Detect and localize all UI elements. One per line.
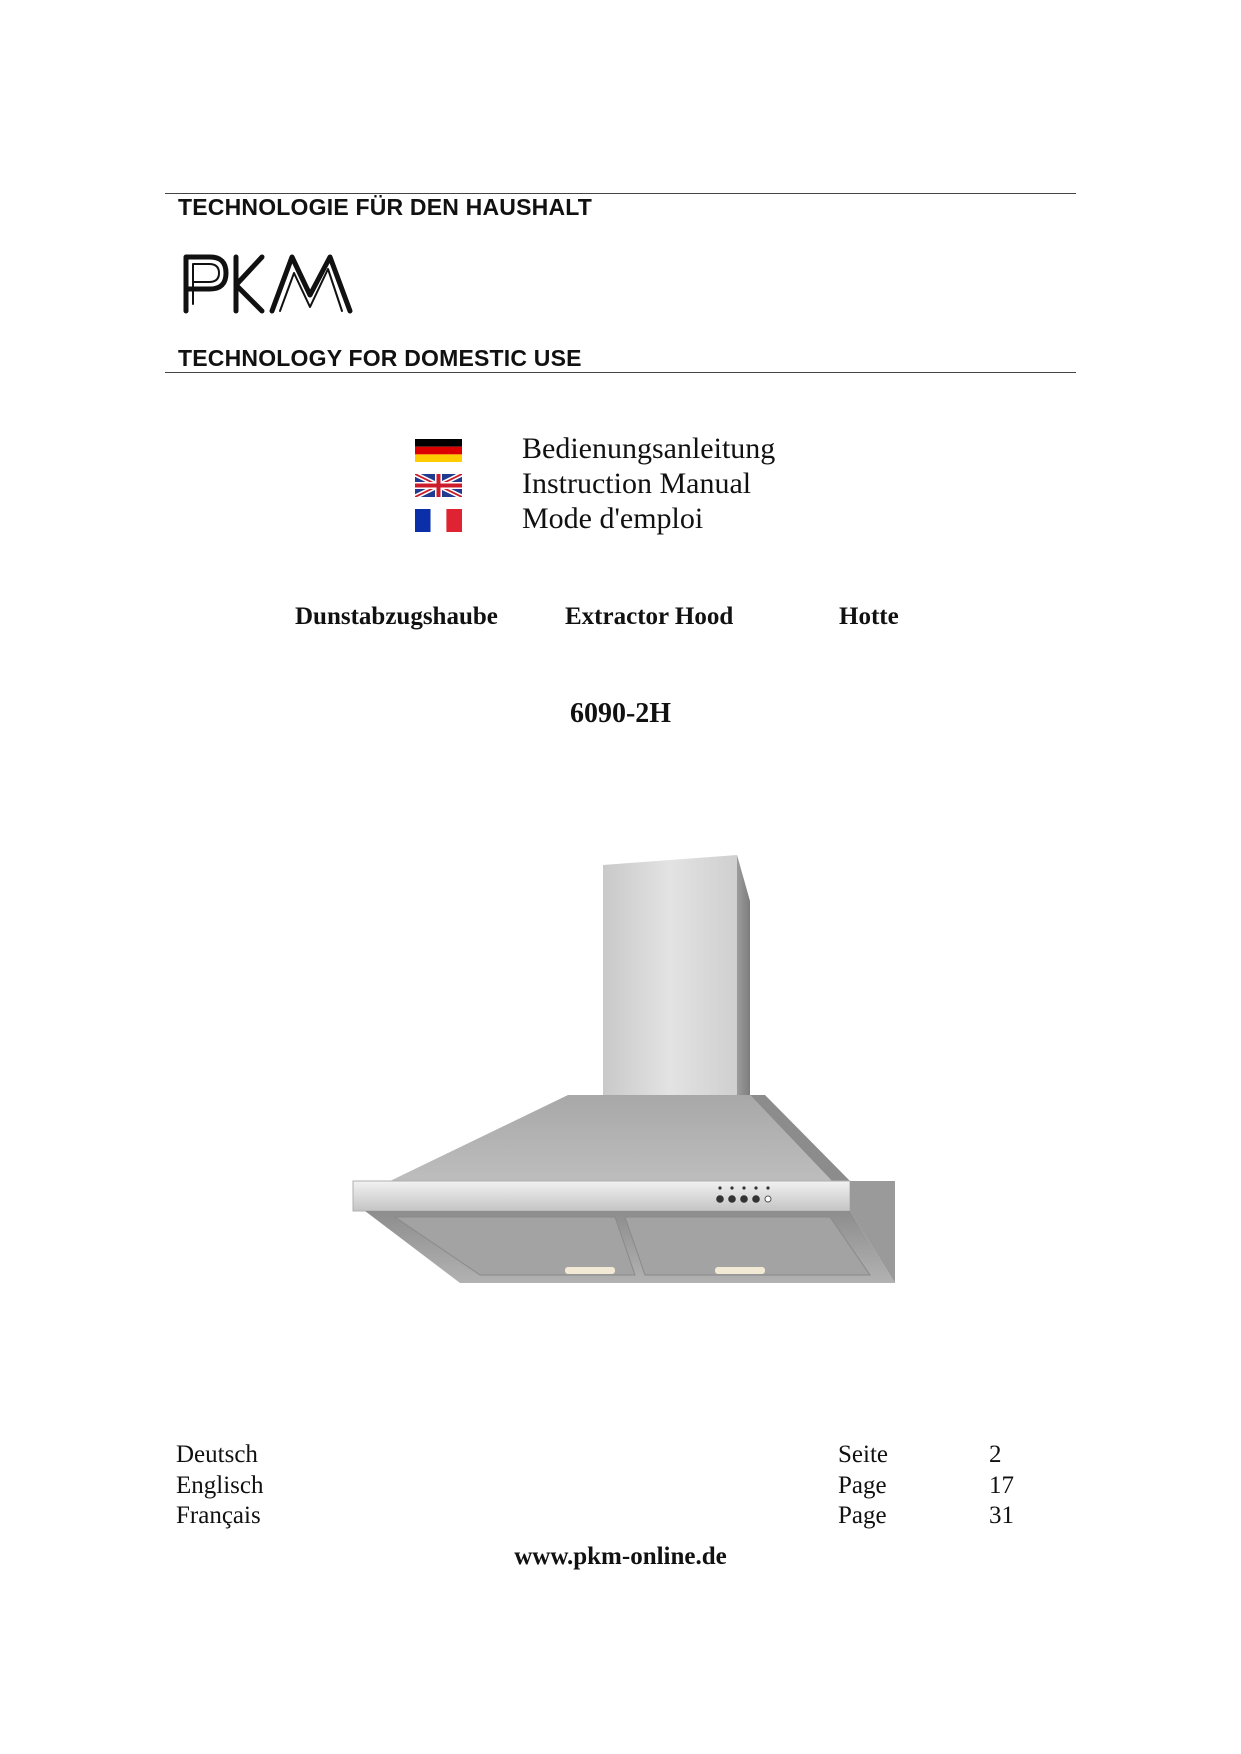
manual-title-german: Bedienungsanleitung	[522, 432, 776, 465]
manual-title-french: Mode d'emploi	[522, 502, 704, 535]
germany-flag-icon	[415, 439, 462, 462]
pkm-logo	[180, 251, 356, 315]
toc-page-label-english: Page	[838, 1472, 887, 1499]
toc-language-english: Englisch	[176, 1472, 264, 1499]
toc-page-label-french: Page	[838, 1502, 887, 1529]
toc-page-number-german: 2	[989, 1441, 1002, 1468]
toc-page-number-english: 17	[989, 1472, 1014, 1499]
bottom-rule	[165, 372, 1076, 373]
toc-language-german: Deutsch	[176, 1441, 258, 1468]
product-name-german: Dunstabzugshaube	[295, 603, 498, 630]
website-url: www.pkm-online.de	[514, 1543, 727, 1570]
toc-language-french: Français	[176, 1502, 261, 1529]
tagline-english: TECHNOLOGY FOR DOMESTIC USE	[178, 345, 582, 371]
toc-page-number-french: 31	[989, 1502, 1014, 1529]
france-flag-icon	[415, 509, 462, 532]
toc-page-label-german: Seite	[838, 1441, 888, 1468]
uk-flag-icon	[415, 474, 462, 497]
tagline-german: TECHNOLOGIE FÜR DEN HAUSHALT	[178, 194, 593, 220]
product-name-english: Extractor Hood	[565, 603, 734, 630]
model-number: 6090-2H	[569, 698, 672, 729]
extractor-hood-image	[350, 855, 900, 1295]
product-name-french: Hotte	[839, 603, 899, 630]
manual-title-english: Instruction Manual	[522, 467, 752, 500]
